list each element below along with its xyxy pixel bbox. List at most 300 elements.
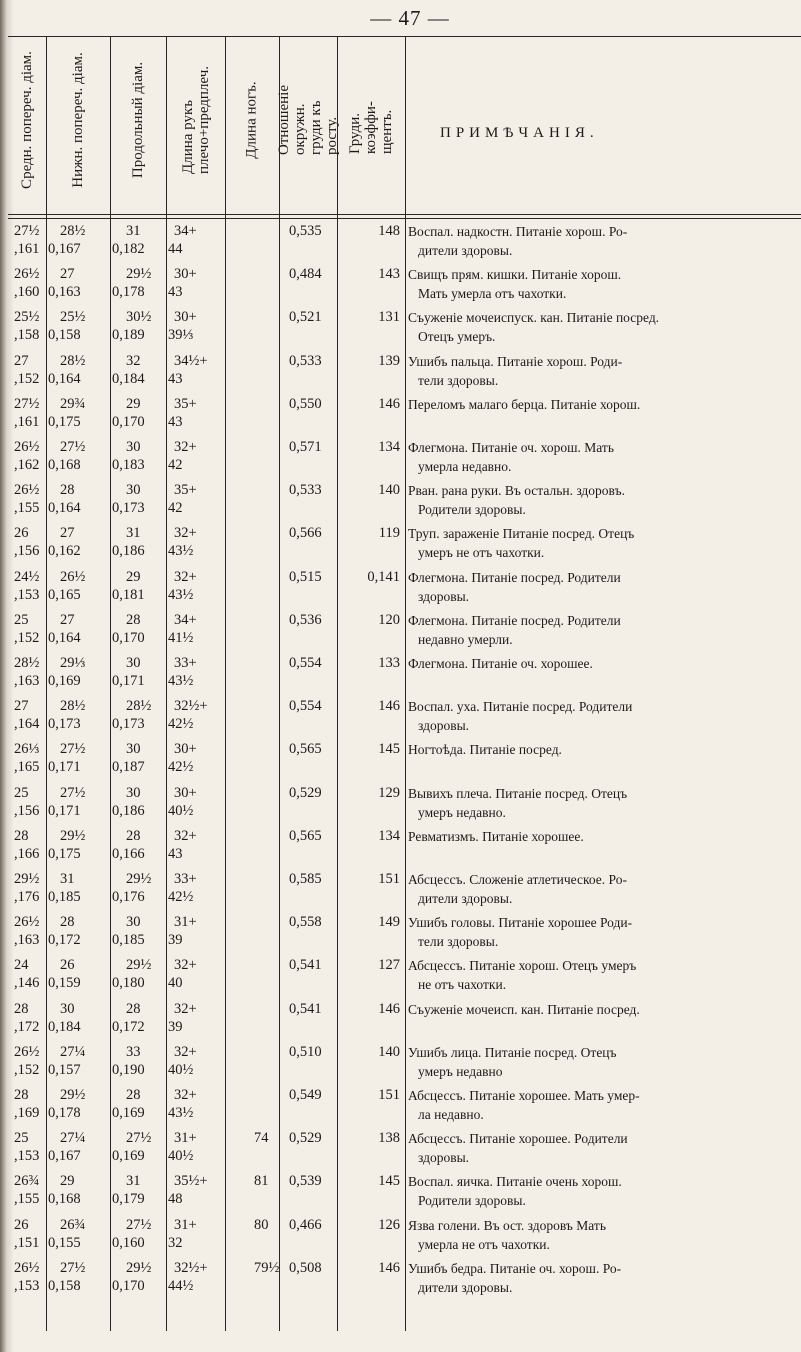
- note-line-2: дители здоровы.: [418, 891, 513, 906]
- c2-value: 31: [126, 1173, 141, 1190]
- chest-coefficient: 0,141: [367, 568, 400, 585]
- c0-ratio: ,155: [14, 500, 40, 517]
- note-line-1: Воспал. надкостн. Питаніе хорош. Ро-: [408, 224, 628, 239]
- note-text: [408, 438, 794, 476]
- chest-height-ratio: 0,529: [289, 1130, 322, 1147]
- chest-coefficient: 143: [378, 266, 400, 283]
- c3-value: 32+: [174, 1000, 197, 1017]
- note-line-1: Флегмона. Питаніе оч. хорошее.: [408, 656, 593, 671]
- c2-value: 28: [126, 827, 141, 844]
- c3-ratio: 44½: [168, 1277, 194, 1294]
- c1-ratio: 0,158: [48, 327, 81, 344]
- c1-value: 27: [60, 525, 75, 542]
- table-row: [0, 568, 801, 610]
- chest-coefficient: 140: [378, 1043, 400, 1060]
- c1-ratio: 0,162: [48, 543, 81, 560]
- c1-ratio: 0,159: [48, 975, 81, 992]
- header-col6: [337, 40, 405, 200]
- c1-value: 26¾: [60, 1216, 86, 1233]
- note-line-2: дители здоровы.: [418, 243, 513, 258]
- c3-value: 32+: [174, 439, 197, 455]
- c3-ratio: 43: [168, 284, 183, 301]
- note-text: [408, 568, 794, 606]
- c1-value: 27½: [60, 784, 86, 801]
- c3-ratio: 42: [168, 457, 183, 473]
- c0-value: 26¾: [14, 1173, 40, 1190]
- chest-height-ratio: 0,565: [289, 827, 322, 844]
- c3-value: 31+: [174, 1130, 197, 1147]
- c1-value: 30: [60, 1000, 75, 1017]
- c0-value: 27½: [14, 395, 40, 412]
- c2-ratio: 0,182: [112, 241, 145, 257]
- c3-value: 30+: [174, 784, 197, 801]
- note-line-2: тели здоровы.: [418, 934, 499, 950]
- chest-height-ratio: 0,585: [289, 871, 322, 887]
- c0-ratio: ,151: [14, 1234, 40, 1251]
- c3-value: 32+: [174, 568, 197, 585]
- c1-ratio: 0,171: [48, 759, 81, 776]
- c2-ratio: 0,186: [112, 543, 145, 560]
- c3-value: 32+: [174, 1087, 197, 1103]
- c2-ratio: 0,186: [112, 802, 145, 819]
- table-row: [0, 611, 801, 653]
- note-text: [408, 611, 794, 649]
- table-row: [0, 308, 801, 350]
- c3-value: 32½+: [174, 698, 208, 715]
- c2-ratio: 0,169: [112, 1148, 145, 1165]
- note-text: [408, 1216, 794, 1254]
- c2-value: 33: [126, 1043, 141, 1060]
- c0-ratio: ,163: [14, 673, 40, 689]
- c0-value: 28: [14, 1000, 29, 1017]
- note-text: [408, 913, 794, 951]
- c2-ratio: 0,173: [112, 716, 145, 733]
- c2-ratio: 0,172: [112, 1018, 145, 1035]
- header-label: Средн. попереч. діам.: [19, 51, 35, 189]
- c0-value: 27: [14, 352, 29, 369]
- chest-coefficient: 140: [378, 482, 400, 499]
- c3-value: 30+: [174, 309, 197, 326]
- chest-coefficient: 126: [378, 1216, 400, 1233]
- c0-value: 24: [14, 957, 29, 974]
- note-line-1: Воспал. уха. Питаніе посред. Родители: [408, 699, 633, 715]
- note-line-2: Родители здоровы.: [418, 502, 526, 518]
- c0-value: 28: [14, 1087, 29, 1103]
- c2-ratio: 0,169: [112, 1105, 145, 1121]
- c2-ratio: 0,166: [112, 845, 145, 862]
- c1-value: 26: [60, 957, 75, 974]
- c3-ratio: 43½: [168, 543, 194, 560]
- c1-value: 29½: [60, 1087, 86, 1103]
- c2-value: 30: [126, 741, 141, 758]
- table-row: [0, 438, 801, 480]
- c0-value: 25: [14, 1130, 29, 1147]
- c3-ratio: 40½: [168, 1061, 194, 1078]
- note-line-1: Абсцессъ. Питаніе хорошее. Родители: [408, 1131, 628, 1147]
- c0-value: 26½: [14, 1259, 40, 1276]
- c1-ratio: 0,173: [48, 716, 81, 733]
- note-line-2: здоровы.: [418, 718, 470, 734]
- c2-ratio: 0,189: [112, 327, 145, 344]
- c2-value: 32: [126, 352, 141, 369]
- note-line-1: Вывихъ плеча. Питаніе посред. Отецъ: [408, 785, 628, 801]
- c3-value: 30+: [174, 741, 197, 758]
- chest-height-ratio: 0,549: [289, 1087, 322, 1103]
- c3-ratio: 42½: [168, 716, 194, 733]
- c2-value: 28: [126, 611, 141, 628]
- note-line-2: умеръ недавно: [418, 1063, 503, 1079]
- note-text: [408, 308, 794, 346]
- c2-ratio: 0,173: [112, 500, 145, 517]
- c3-ratio: 43: [168, 370, 183, 387]
- table-row: [0, 784, 801, 826]
- table-row: [0, 697, 801, 739]
- note-line-2: здоровы.: [418, 1150, 470, 1166]
- c0-value: 25: [14, 611, 29, 628]
- c0-ratio: ,160: [14, 284, 40, 301]
- note-line-1: Рван. рана руки. Въ остальн. здоровъ.: [408, 483, 625, 499]
- c3-ratio: 43½: [168, 673, 194, 689]
- note-line-2: здоровы.: [418, 588, 470, 604]
- table-row: [0, 1172, 801, 1214]
- c1-ratio: 0,178: [48, 1105, 81, 1121]
- c2-ratio: 0,176: [112, 889, 145, 905]
- c0-ratio: ,172: [14, 1018, 40, 1035]
- chest-height-ratio: 0,533: [289, 482, 322, 499]
- c0-ratio: ,161: [14, 413, 40, 430]
- c0-ratio: ,163: [14, 932, 40, 949]
- chest-coefficient: 151: [378, 1087, 400, 1103]
- note-text: [408, 740, 794, 759]
- c1-value: 28½: [60, 698, 86, 715]
- chest-height-ratio: 0,484: [289, 266, 322, 283]
- c1-ratio: 0,172: [48, 932, 81, 949]
- chest-coefficient: 129: [378, 784, 400, 801]
- c2-value: 29: [126, 568, 141, 585]
- c1-ratio: 0,165: [48, 586, 81, 603]
- table-row: [0, 222, 801, 264]
- header-label: Длина рукъ плечо+предплеч.: [179, 65, 212, 175]
- c2-value: 29: [126, 395, 141, 412]
- c0-ratio: ,153: [14, 1148, 40, 1165]
- c1-ratio: 0,158: [48, 1277, 81, 1294]
- c0-ratio: ,162: [14, 457, 40, 473]
- c3-value: 34+: [174, 223, 197, 239]
- c3-value: 31+: [174, 914, 197, 931]
- c3-value: 35+: [174, 395, 197, 412]
- c3-value: 33+: [174, 655, 197, 671]
- c1-ratio: 0,168: [48, 1191, 81, 1208]
- header-label: Отношеніе окружн. груди къ росту.: [276, 85, 341, 155]
- c3-ratio: 41½: [168, 629, 194, 646]
- c0-ratio: ,146: [14, 975, 40, 992]
- c1-value: 25½: [60, 309, 86, 326]
- c0-ratio: ,153: [14, 1277, 40, 1294]
- note-line-1: Труп. зараженіе Питаніе посред. Отецъ: [408, 526, 635, 542]
- note-line-2: ла недавно.: [418, 1107, 484, 1122]
- chest-coefficient: 139: [378, 352, 400, 369]
- c2-ratio: 0,181: [112, 586, 145, 603]
- c2-value: 29½: [126, 871, 152, 887]
- c3-ratio: 42: [168, 500, 183, 517]
- note-line-2: умеръ недавно.: [418, 804, 506, 820]
- chest-coefficient: 134: [378, 827, 400, 844]
- c2-ratio: 0,187: [112, 759, 145, 776]
- note-text: [408, 654, 794, 673]
- note-text: [408, 827, 794, 846]
- c2-ratio: 0,160: [112, 1234, 145, 1251]
- c3-ratio: 39⅓: [168, 327, 194, 344]
- c3-ratio: 48: [168, 1191, 183, 1208]
- note-line-1: Флегмона. Питаніе оч. хорош. Мать: [408, 440, 614, 455]
- c0-ratio: ,176: [14, 889, 40, 905]
- note-line-2: умерла недавно.: [418, 459, 512, 474]
- c3-ratio: 44: [168, 241, 183, 257]
- c2-ratio: 0,180: [112, 975, 145, 992]
- chest-height-ratio: 0,508: [289, 1259, 322, 1276]
- c0-value: 25½: [14, 309, 40, 326]
- c0-value: 25: [14, 784, 29, 801]
- c2-ratio: 0,184: [112, 370, 145, 387]
- c1-value: 31: [60, 871, 75, 887]
- c2-value: 29½: [126, 1259, 152, 1276]
- note-line-1: Ревматизмъ. Питаніе хорошее.: [408, 828, 584, 844]
- note-text: [408, 870, 794, 908]
- chest-coefficient: 146: [378, 1000, 400, 1017]
- c1-ratio: 0,164: [48, 370, 81, 387]
- chest-coefficient: 133: [378, 655, 400, 671]
- c3-value: 31+: [174, 1216, 197, 1233]
- note-line-2: не отъ чахотки.: [418, 977, 507, 993]
- c1-value: 28½: [60, 352, 86, 369]
- c1-ratio: 0,171: [48, 802, 81, 819]
- note-text: [408, 481, 794, 519]
- c1-value: 28: [60, 482, 75, 499]
- leg-length: 74: [254, 1130, 269, 1147]
- chest-height-ratio: 0,541: [289, 1000, 322, 1017]
- note-text: [408, 352, 794, 390]
- c1-ratio: 0,164: [48, 629, 81, 646]
- table-row: [0, 395, 801, 437]
- note-line-1: Абсцессъ. Питаніе хорошее. Мать умер-: [408, 1088, 640, 1103]
- c2-value: 29½: [126, 957, 152, 974]
- c3-ratio: 42½: [168, 759, 194, 776]
- c1-value: 27: [60, 266, 75, 283]
- chest-coefficient: 134: [378, 439, 400, 455]
- c2-value: 28: [126, 1000, 141, 1017]
- note-line-1: Свищъ прям. кишки. Питаніе хорош.: [408, 267, 622, 283]
- c0-ratio: ,155: [14, 1191, 40, 1208]
- chest-height-ratio: 0,541: [289, 957, 322, 974]
- c1-value: 27½: [60, 741, 86, 758]
- c3-value: 33+: [174, 871, 197, 887]
- c1-value: 28: [60, 914, 75, 931]
- table-row: [0, 956, 801, 998]
- header-col0: [8, 40, 46, 200]
- c0-ratio: ,166: [14, 845, 40, 862]
- c3-value: 35+: [174, 482, 197, 499]
- chest-height-ratio: 0,533: [289, 352, 322, 369]
- leg-length: 79½: [254, 1259, 280, 1276]
- c2-value: 30: [126, 439, 141, 455]
- c1-ratio: 0,169: [48, 673, 81, 689]
- note-line-2: умеръ не отъ чахотки.: [418, 545, 545, 561]
- chest-coefficient: 119: [378, 525, 400, 542]
- note-line-1: Абсцессъ. Питаніе хорош. Отецъ умеръ: [408, 958, 637, 974]
- c2-ratio: 0,190: [112, 1061, 145, 1078]
- c3-ratio: 43: [168, 413, 183, 430]
- c1-ratio: 0,168: [48, 457, 81, 473]
- c1-ratio: 0,157: [48, 1061, 81, 1078]
- page-number: — 47 —: [370, 6, 450, 30]
- leg-length: 80: [254, 1216, 269, 1233]
- c0-value: 26½: [14, 439, 40, 455]
- c3-value: 32½+: [174, 1259, 208, 1276]
- note-line-1: Съуженіе мочеиспуск. кан. Питаніе посред.: [408, 310, 660, 326]
- c2-ratio: 0,171: [112, 673, 145, 689]
- note-text: [408, 1043, 794, 1081]
- c1-ratio: 0,163: [48, 284, 81, 301]
- c1-value: 29¾: [60, 395, 86, 412]
- note-line-2: дители здоровы.: [418, 1279, 513, 1295]
- note-line-1: Съуженіе мочеисп. кан. Питаніе посред.: [408, 1001, 640, 1017]
- table-row: [0, 654, 801, 696]
- c0-value: 24½: [14, 568, 40, 585]
- c3-ratio: 40: [168, 975, 183, 992]
- c1-value: 29½: [60, 827, 86, 844]
- note-line-2: Мать умерла отъ чахотки.: [418, 286, 567, 302]
- table-row: [0, 1043, 801, 1085]
- header-label: Длина ногъ.: [244, 81, 260, 159]
- table-row: [0, 870, 801, 912]
- c3-value: 32+: [174, 1043, 197, 1060]
- chest-coefficient: 146: [378, 1259, 400, 1276]
- chest-height-ratio: 0,558: [289, 914, 322, 931]
- note-line-1: Ушибъ головы. Питаніе хорошее Роди-: [408, 915, 633, 931]
- c2-value: 28: [126, 1087, 141, 1103]
- header-col3: [166, 40, 225, 200]
- c3-ratio: 40½: [168, 802, 194, 819]
- note-line-1: Ушибъ пальца. Питаніе хорош. Роди-: [408, 353, 623, 369]
- header-col4: [225, 40, 279, 200]
- c0-value: 26½: [14, 482, 40, 499]
- c3-value: 35½+: [174, 1173, 208, 1190]
- note-line-2: тели здоровы.: [418, 372, 499, 388]
- c2-value: 27½: [126, 1216, 152, 1233]
- chest-height-ratio: 0,515: [289, 568, 322, 585]
- note-text: [408, 1129, 794, 1167]
- c2-ratio: 0,178: [112, 284, 145, 301]
- table-row: [0, 1129, 801, 1171]
- c3-value: 30+: [174, 266, 197, 283]
- c3-value: 32+: [174, 957, 197, 974]
- c3-value: 34+: [174, 611, 197, 628]
- table-row: [0, 1000, 801, 1042]
- c3-ratio: 43½: [168, 1105, 194, 1121]
- c0-ratio: ,156: [14, 802, 40, 819]
- c2-ratio: 0,170: [112, 413, 145, 430]
- chest-height-ratio: 0,554: [289, 698, 322, 715]
- header-col5: [276, 40, 341, 200]
- header-col2: [110, 40, 166, 200]
- chest-coefficient: 145: [378, 741, 400, 758]
- note-text: [408, 784, 794, 822]
- c3-ratio: 43½: [168, 586, 194, 603]
- c0-ratio: ,158: [14, 327, 40, 344]
- note-line-2: Отецъ умеръ.: [418, 329, 496, 345]
- c0-value: 27½: [14, 223, 40, 239]
- c2-ratio: 0,185: [112, 932, 145, 949]
- table-row: [0, 265, 801, 307]
- c1-ratio: 0,175: [48, 845, 81, 862]
- chest-height-ratio: 0,510: [289, 1043, 322, 1060]
- chest-coefficient: 138: [378, 1130, 400, 1147]
- c0-ratio: ,165: [14, 759, 40, 776]
- c0-value: 26⅓: [14, 741, 40, 758]
- chest-height-ratio: 0,571: [289, 439, 322, 455]
- chest-height-ratio: 0,550: [289, 395, 322, 412]
- chest-coefficient: 151: [378, 871, 400, 887]
- c0-ratio: ,152: [14, 370, 40, 387]
- c2-value: 29½: [126, 266, 152, 283]
- c1-value: 27¼: [60, 1043, 86, 1060]
- c0-value: 29½: [14, 871, 40, 887]
- chest-height-ratio: 0,539: [289, 1173, 322, 1190]
- c1-value: 28½: [60, 223, 86, 239]
- chest-coefficient: 120: [378, 611, 400, 628]
- note-line-1: Флегмона. Питаніе посред. Родители: [408, 612, 621, 628]
- note-line-2: недавно умерли.: [418, 631, 513, 647]
- c0-ratio: ,161: [14, 241, 40, 257]
- chest-height-ratio: 0,565: [289, 741, 322, 758]
- c3-ratio: 32: [168, 1234, 183, 1251]
- c0-value: 28½: [14, 655, 40, 671]
- c2-value: 31: [126, 525, 141, 542]
- c3-ratio: 42½: [168, 889, 194, 905]
- c1-value: 29: [60, 1173, 75, 1190]
- c2-value: 30½: [126, 309, 152, 326]
- table-row: [0, 481, 801, 523]
- note-text: [408, 222, 794, 260]
- c0-ratio: ,164: [14, 716, 40, 733]
- table-row: [0, 352, 801, 394]
- header-label: Нижн. попереч. діам.: [70, 52, 86, 188]
- note-line-1: Абсцессъ. Сложеніе атлетическое. Ро-: [408, 872, 627, 887]
- c3-ratio: 43: [168, 845, 183, 862]
- chest-coefficient: 127: [378, 957, 400, 974]
- note-text: [408, 524, 794, 562]
- c3-ratio: 39: [168, 1018, 183, 1035]
- header-label: Продольный діам.: [130, 61, 146, 179]
- note-line-2: Родители здоровы.: [418, 1193, 526, 1209]
- c3-value: 32+: [174, 827, 197, 844]
- chest-height-ratio: 0,536: [289, 611, 322, 628]
- chest-height-ratio: 0,521: [289, 309, 322, 326]
- c3-ratio: 40½: [168, 1148, 194, 1165]
- c1-value: 27: [60, 611, 75, 628]
- c2-value: 30: [126, 914, 141, 931]
- c2-ratio: 0,183: [112, 457, 145, 473]
- note-line-2: умерла не отъ чахотки.: [418, 1236, 550, 1252]
- c0-value: 28: [14, 827, 29, 844]
- chest-height-ratio: 0,535: [289, 223, 322, 239]
- c2-value: 31: [126, 223, 141, 239]
- c3-ratio: 39: [168, 932, 183, 949]
- note-line-1: Ушибъ бедра. Питаніе оч. хорош. Ро-: [408, 1260, 622, 1276]
- c1-ratio: 0,175: [48, 413, 81, 430]
- table-row: [0, 1216, 801, 1258]
- c1-value: 27½: [60, 1259, 86, 1276]
